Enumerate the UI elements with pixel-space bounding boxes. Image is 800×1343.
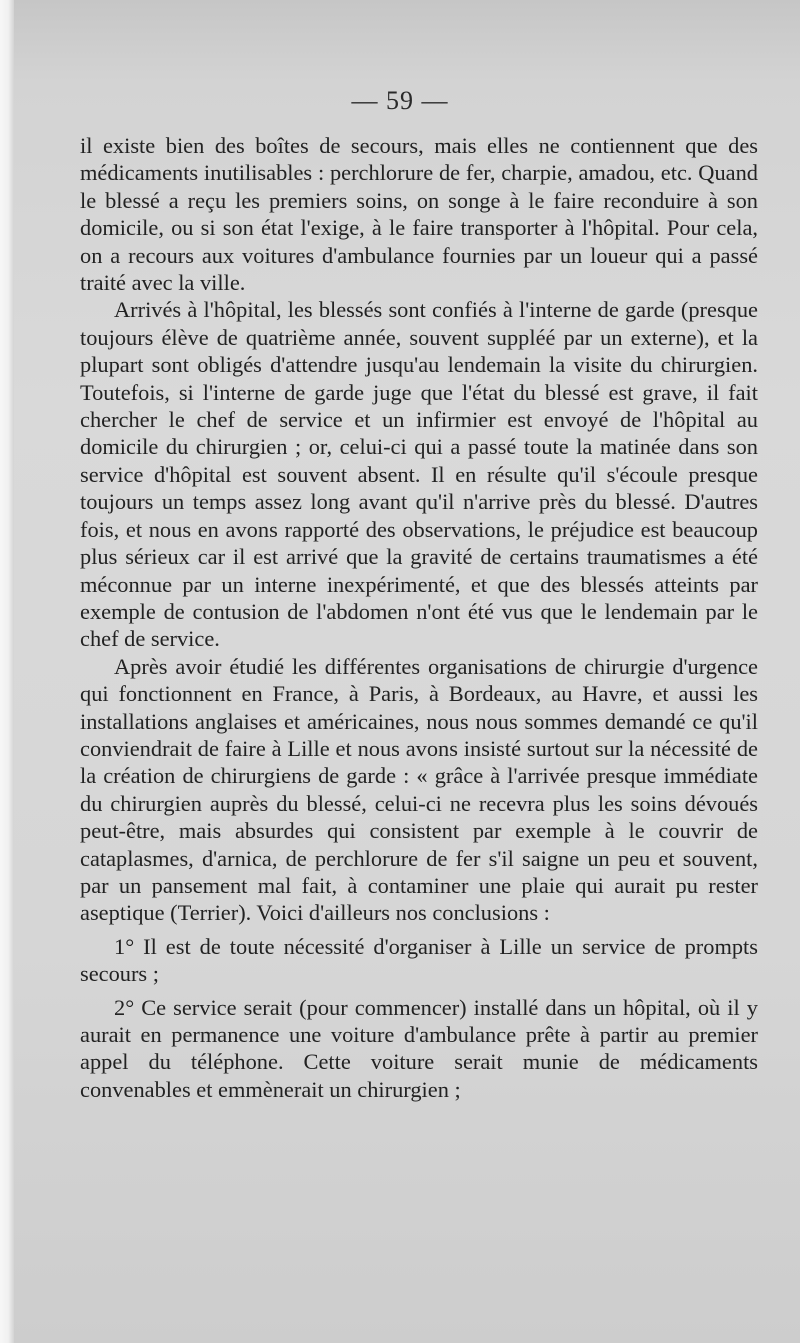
page-number: — 59 — [351, 86, 449, 115]
paragraph-3: Après avoir étudié les différentes organisations de chirurgie d'urgence qui fonctionnent en France, à Paris, à Bordeaux, au Havre, et aussi les installations anglaises et américaines, nous nous sommes demandé ce qu'il conviendrait de faire à Lille et nous avons insisté surtout sur la nécessité de la création de chirurgiens de garde : « grâce à l'arrivée presque immédiate du chirurgien auprès du blessé, celui-ci ne recevra plus les soins dévoués peut-être, mais absurdes qui consistent par exemple à le couvrir de cataplasmes, d'arnica, de perchlorure de fer s'il saigne un peu et souvent, par un pansement mal fait, à contaminer une plaie qui aurait pu rester aseptique (Terrier). Voici d'ailleurs nos conclusions : [80, 653, 758, 926]
conclusion-1: 1° Il est de toute nécessité d'organiser à Lille un service de prompts secours ; [80, 933, 758, 987]
page-edge [0, 0, 14, 1343]
conclusion-2: 2° Ce service serait (pour commencer) installé dans un hôpital, où il y aurait en permanence une voiture d'ambulance prête à partir au premier appel du téléphone. Cette voiture serait munie de médicaments convenables et emmènerait un chirurgien ; [80, 994, 758, 1102]
paragraph-1: il existe bien des boîtes de secours, mais elles ne contiennent que des médicaments inutilisables : perchlorure de fer, charpie, amadou, etc. Quand le blessé a reçu les premiers soins, on songe à le faire reconduire à son domicile, ou si son état l'exige, à le faire transporter à l'hôpital. Pour cela, on a recours aux voitures d'ambulance fournies par un loueur qui a passé traité avec la ville. [80, 133, 758, 296]
paragraph-2: Arrivés à l'hôpital, les blessés sont confiés à l'interne de garde (presque toujours élève de quatrième année, souvent suppléé par un externe), et la plupart sont obligés d'attendre jusqu'au lendemain la visite du chirurgien. Toutefois, si l'interne de garde juge que l'état du blessé est grave, il fait chercher le chef de service et un infirmier est envoyé de l'hôpital au domicile du chirurgien ; or, celui-ci qui a passé toute la matinée dans son service d'hôpital est souvent absent. Il en résulte qu'il s'écoule presque toujours un temps assez long avant qu'il n'arrive près du blessé. D'autres fois, et nous en avons rapporté des observations, le préjudice est beaucoup plus sérieux car il est arrivé que la gravité de certains traumatismes a été méconnue par un interne inexpérimenté, et que des blessés atteints par exemple de contusion de l'abdomen n'ont été vus que le lendemain par le chef de service. [80, 297, 758, 652]
body-text [80, 132, 758, 1103]
